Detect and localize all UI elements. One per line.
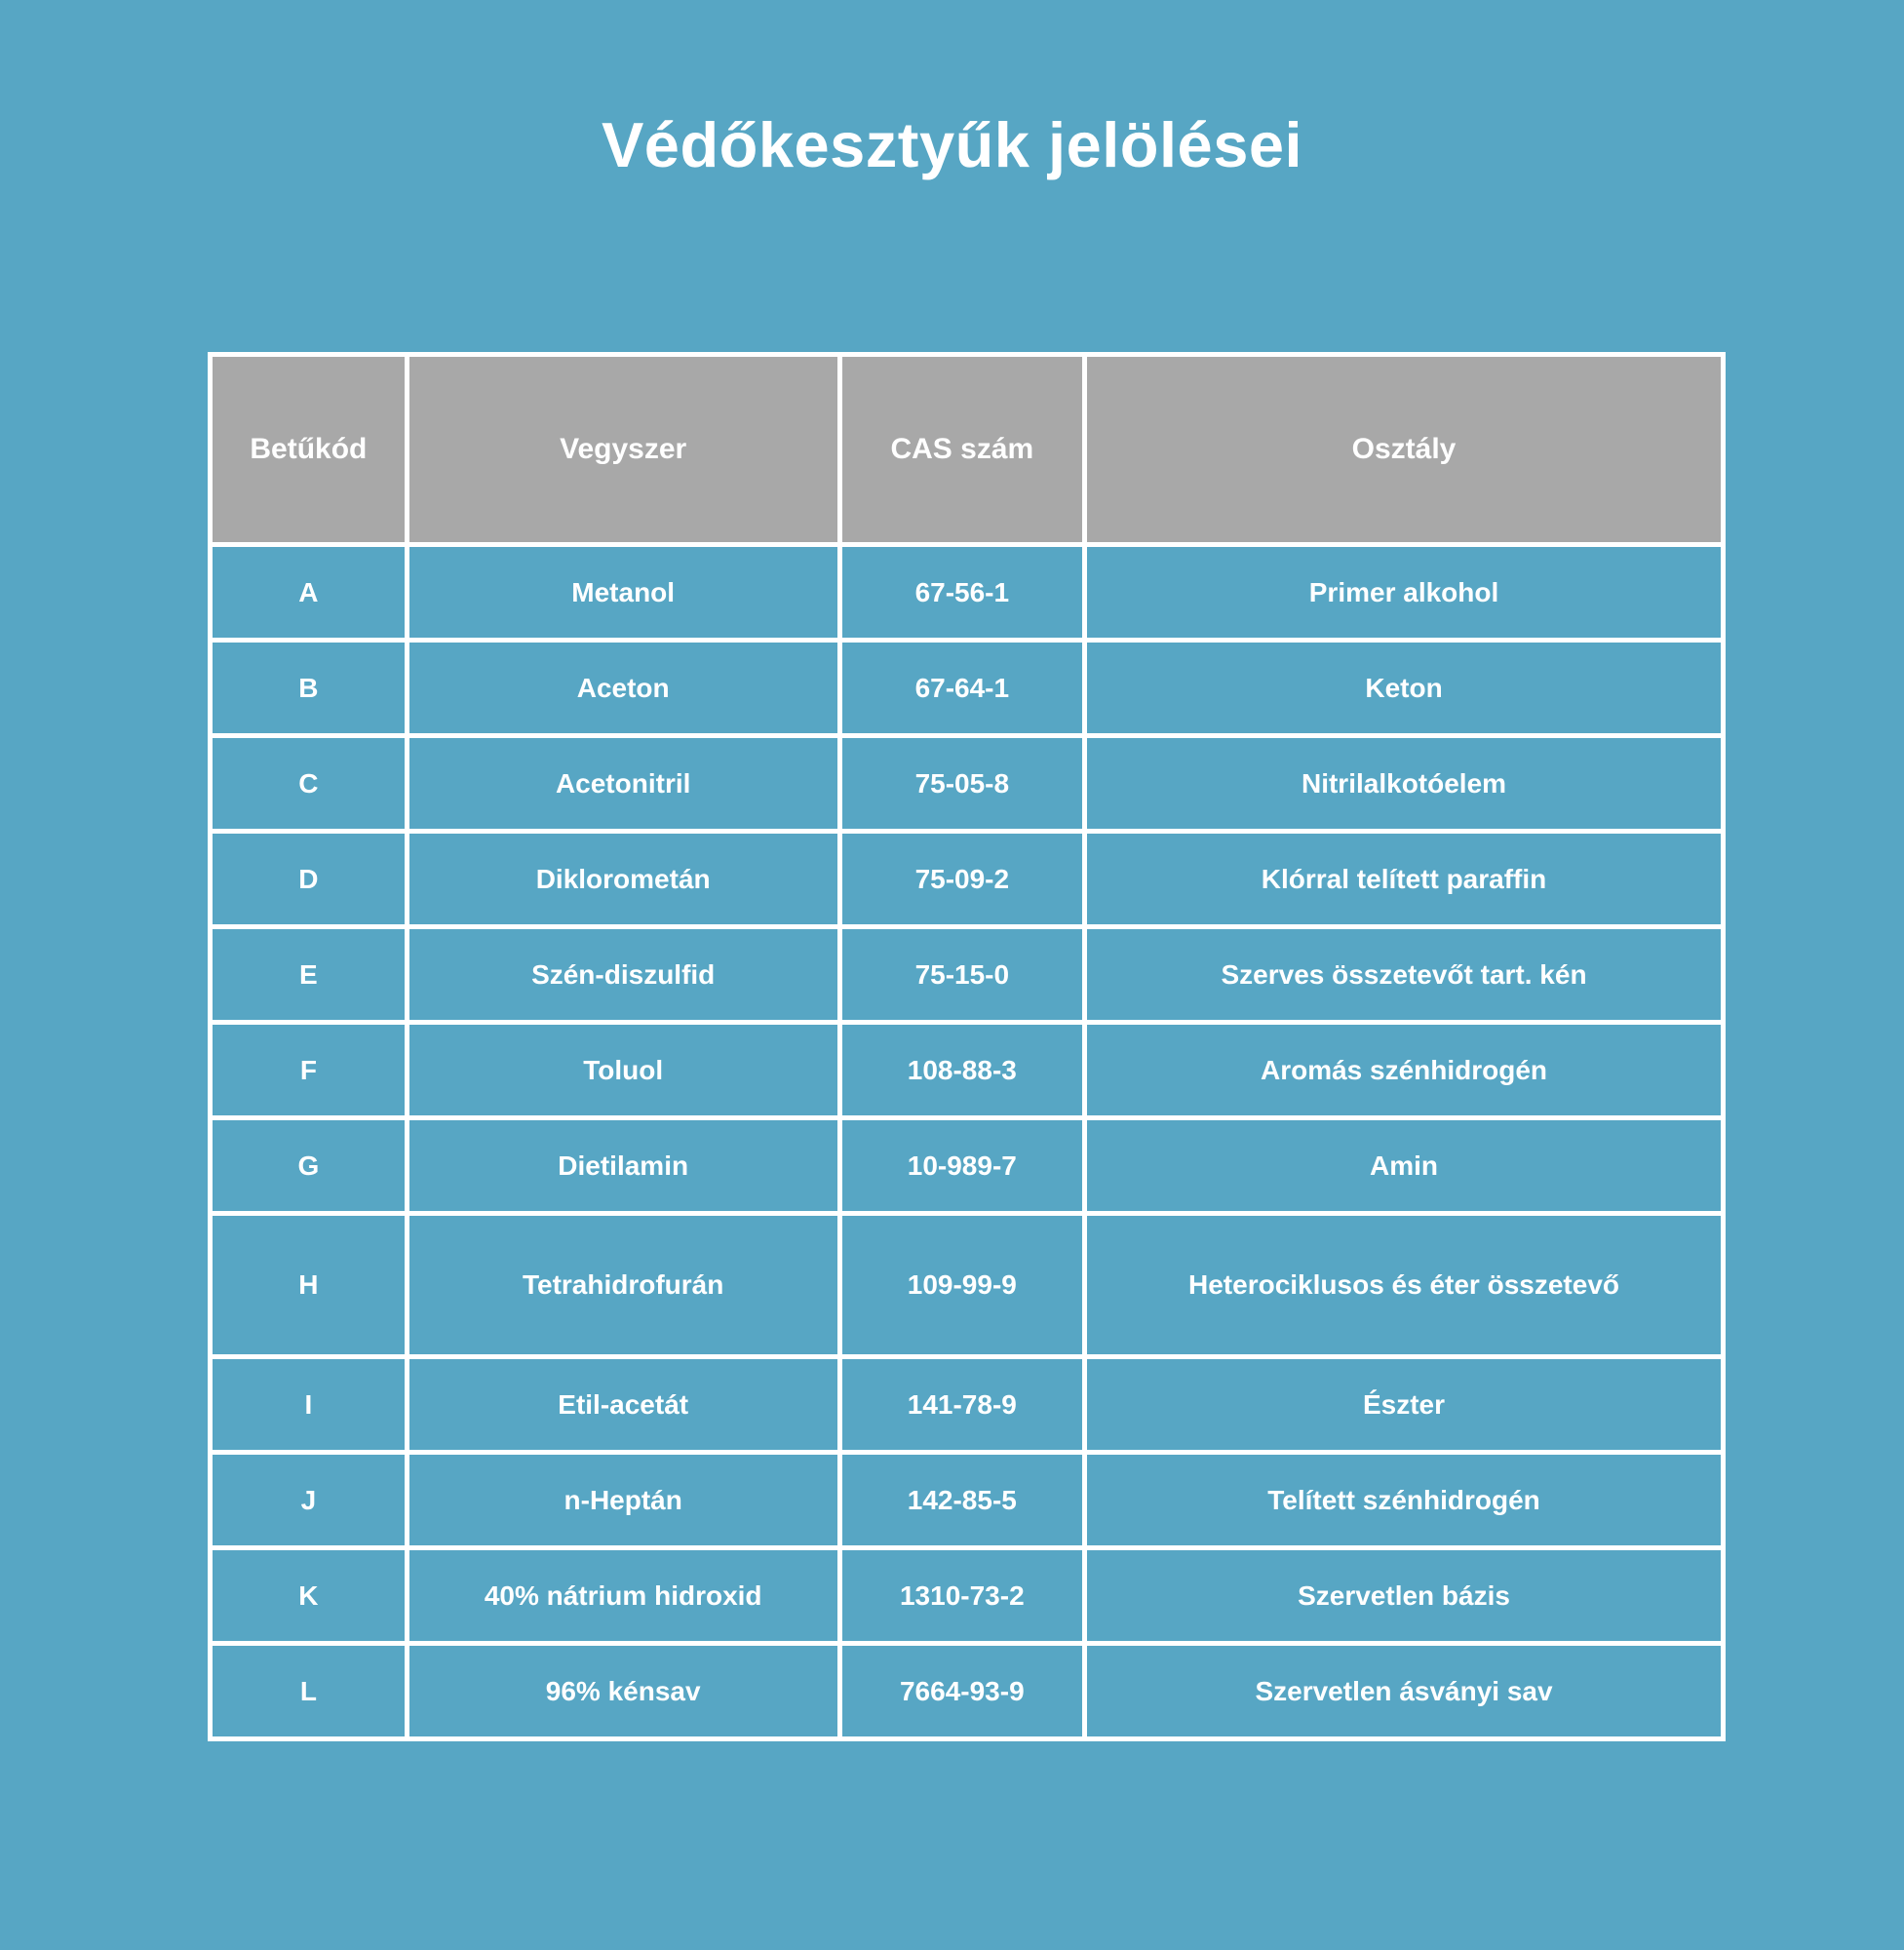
cell-chemical: Toluol [407,1023,839,1118]
cell-cas: 142-85-5 [839,1453,1084,1548]
cell-code: L [211,1644,408,1739]
cell-chemical: Tetrahidrofurán [407,1214,839,1357]
cell-class: Nitrilalkotóelem [1085,736,1724,832]
table-row [211,927,1724,1023]
cell-class: Heterociklusos és éter összetevő [1085,1214,1724,1357]
cell-code: G [211,1118,408,1214]
cell-class: Telített szénhidrogén [1085,1453,1724,1548]
cell-chemical: Metanol [407,545,839,641]
cell-class: Szerves összetevőt tart. kén [1085,927,1724,1023]
cell-code: A [211,545,408,641]
table-row [211,1118,1724,1214]
cell-cas: 7664-93-9 [839,1644,1084,1739]
table-row [211,1214,1724,1357]
cell-cas: 75-15-0 [839,927,1084,1023]
table-row [211,545,1724,641]
cell-chemical: Acetonitril [407,736,839,832]
cell-class: Klórral telített paraffin [1085,832,1724,927]
cell-class: Szervetlen ásványi sav [1085,1644,1724,1739]
cell-code: F [211,1023,408,1118]
table-row [211,641,1724,736]
cell-class: Primer alkohol [1085,545,1724,641]
cell-code: I [211,1357,408,1453]
page-title: Védőkesztyűk jelölései [601,109,1303,180]
cell-chemical: Etil-acetát [407,1357,839,1453]
column-header-cas-number: CAS szám [839,355,1084,545]
cell-cas: 10-989-7 [839,1118,1084,1214]
table-row [211,1023,1724,1118]
gloves-table [208,352,1726,1741]
cell-chemical: Diklorometán [407,832,839,927]
cell-class: Szervetlen bázis [1085,1548,1724,1644]
table-row [211,1644,1724,1739]
cell-chemical: 40% nátrium hidroxid [407,1548,839,1644]
cell-cas: 109-99-9 [839,1214,1084,1357]
table-row [211,1357,1724,1453]
column-header-chemical: Vegyszer [407,355,839,545]
cell-cas: 1310-73-2 [839,1548,1084,1644]
column-header-letter-code: Betűkód [211,355,408,545]
cell-chemical: 96% kénsav [407,1644,839,1739]
table-row [211,1548,1724,1644]
cell-cas: 141-78-9 [839,1357,1084,1453]
cell-code: E [211,927,408,1023]
cell-code: H [211,1214,408,1357]
table-row [211,1453,1724,1548]
column-header-class: Osztály [1085,355,1724,545]
table-row [211,832,1724,927]
cell-code: D [211,832,408,927]
gloves-table-container [208,352,1726,1741]
cell-class: Amin [1085,1118,1724,1214]
cell-class: Észter [1085,1357,1724,1453]
table-header [211,355,1724,545]
cell-chemical: Aceton [407,641,839,736]
cell-chemical: n-Heptán [407,1453,839,1548]
cell-class: Aromás szénhidrogén [1085,1023,1724,1118]
cell-code: B [211,641,408,736]
cell-chemical: Dietilamin [407,1118,839,1214]
table-body [211,545,1724,1739]
cell-code: K [211,1548,408,1644]
cell-cas: 75-05-8 [839,736,1084,832]
cell-code: C [211,736,408,832]
cell-class: Keton [1085,641,1724,736]
cell-chemical: Szén-diszulfid [407,927,839,1023]
cell-code: J [211,1453,408,1548]
cell-cas: 67-56-1 [839,545,1084,641]
table-row [211,736,1724,832]
cell-cas: 75-09-2 [839,832,1084,927]
cell-cas: 67-64-1 [839,641,1084,736]
header-row [211,355,1724,545]
cell-cas: 108-88-3 [839,1023,1084,1118]
